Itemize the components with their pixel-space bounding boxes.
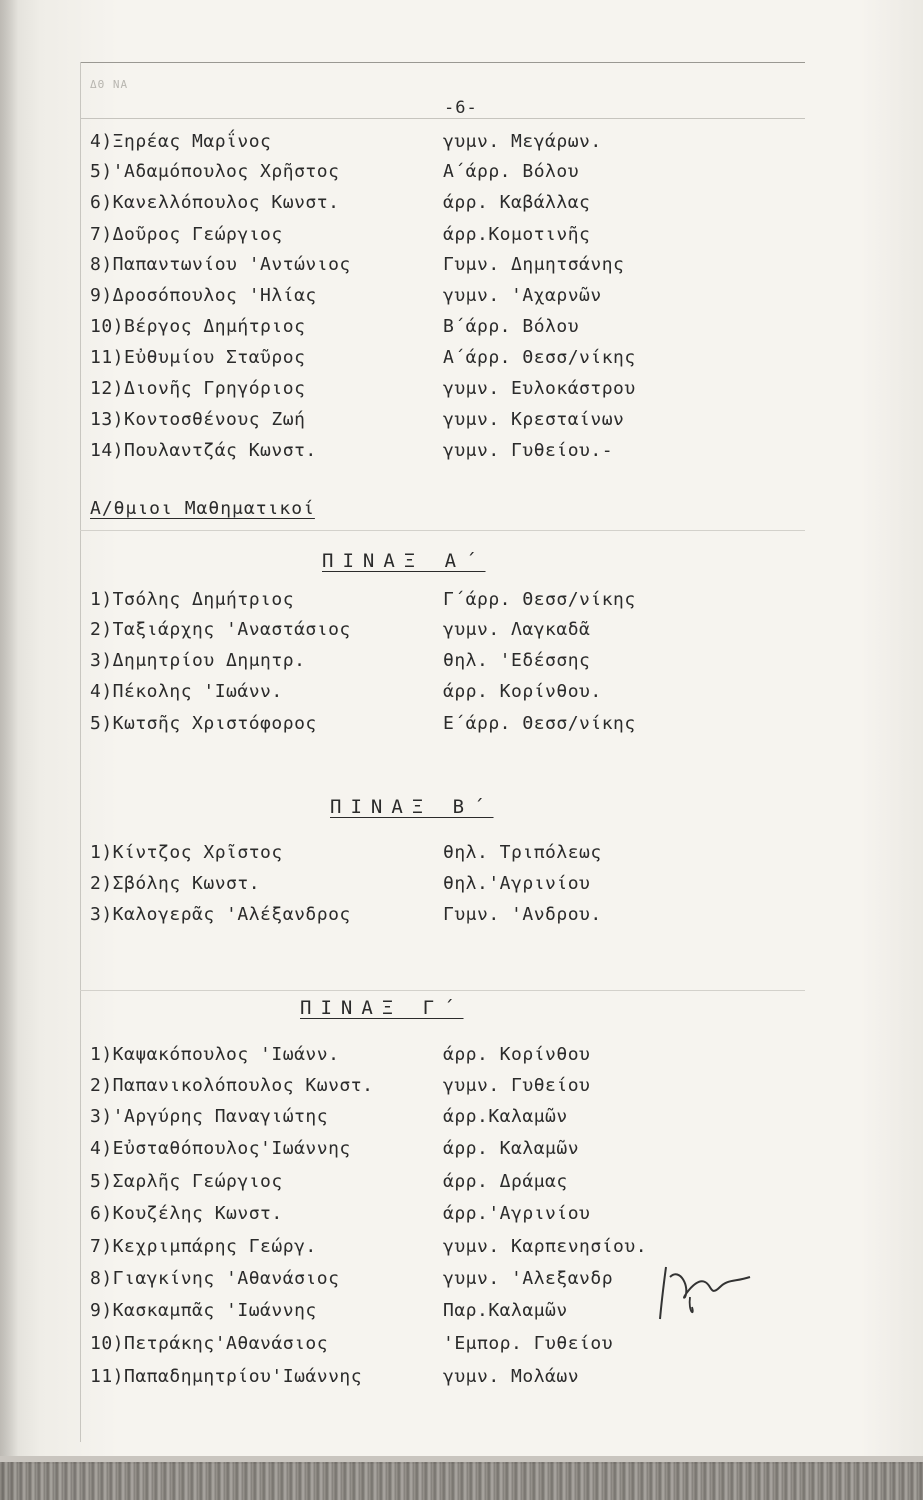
student-name: 10)Βέργος Δημήτριος — [90, 316, 306, 337]
table-row — [90, 1071, 810, 1101]
school-name: άρρ.Καλαμῶν — [443, 1106, 568, 1127]
school-name: γυμν. Καρπενησίου. — [443, 1236, 648, 1257]
header-rule — [80, 118, 805, 119]
table-row — [90, 838, 810, 868]
student-name: 12)Διονῆς Γρηγόριος — [90, 378, 306, 399]
school-name: γυμν. 'Αλεξανδρ — [443, 1268, 614, 1289]
table-b-heading: ΠΙΝΑΞ Β΄ — [330, 796, 494, 818]
student-name: 1)Τσόλης Δημήτριος — [90, 589, 295, 610]
school-name: Ε΄άρρ. Θεσσ/νίκης — [443, 713, 636, 734]
table-a-heading: ΠΙΝΑΞ Α΄ — [322, 550, 486, 572]
school-name: Α΄άρρ. Βόλου — [443, 161, 580, 182]
table-row — [90, 1199, 810, 1229]
school-name: άρρ.Κομοτινῆς — [443, 224, 591, 245]
table-row — [90, 615, 810, 645]
school-name: Γυμν. 'Ανδρου. — [443, 904, 602, 925]
school-name: γυμν. Γυθείου.- — [443, 440, 614, 461]
list-item — [90, 157, 810, 187]
list-item — [90, 220, 810, 250]
top-rule — [80, 62, 805, 63]
left-margin-line — [80, 62, 81, 1442]
scan-bottom-band — [0, 1462, 923, 1500]
table-row — [90, 709, 810, 739]
student-name: 11)Εὐθυμίου Σταῦρος — [90, 347, 306, 368]
table-row — [90, 900, 810, 930]
student-name: 3)'Αργύρης Παναγιώτης — [90, 1106, 329, 1127]
student-name: 14)Πουλαντζάς Κωνστ. — [90, 440, 317, 461]
list-item — [90, 281, 810, 311]
student-name: 5)Σαρλῆς Γεώργιος — [90, 1171, 283, 1192]
student-name: 3)Δημητρίου Δημητρ. — [90, 650, 306, 671]
student-name: 2)Ταξιάρχης 'Αναστάσιος — [90, 619, 351, 640]
list-item — [90, 127, 810, 157]
table-row — [90, 646, 810, 676]
student-name: 7)Δοῦρος Γεώργιος — [90, 224, 283, 245]
student-name: 2)Σβόλης Κωνστ. — [90, 873, 261, 894]
school-name: θηλ. 'Εδέσσης — [443, 650, 591, 671]
list-item — [90, 436, 810, 466]
table-row — [90, 1102, 810, 1132]
table-row — [90, 1362, 810, 1392]
school-name: άρρ.'Αγρινίου — [443, 1203, 591, 1224]
table-row — [90, 1167, 810, 1197]
scan-edge-shadow — [0, 0, 18, 1500]
student-name: 8)Παπαντωνίου 'Αντώνιος — [90, 254, 351, 275]
list-item — [90, 343, 810, 373]
school-name: θηλ.'Αγρινίου — [443, 873, 591, 894]
school-name: γυμν. Κρεσταίνων — [443, 409, 625, 430]
student-name: 11)Παπαδημητρίου'Ιωάννης — [90, 1366, 363, 1387]
handwritten-signature — [650, 1257, 760, 1327]
student-name: 1)Κίντζος Χρῖστος — [90, 842, 283, 863]
student-name: 5)'Αδαμόπουλος Χρῆστος — [90, 161, 340, 182]
school-name: θηλ. Τριπόλεως — [443, 842, 602, 863]
faint-stamp: ΔΘ ΝΑ — [90, 78, 129, 91]
list-item — [90, 374, 810, 404]
page-number: -6- — [444, 98, 478, 118]
table-row — [90, 1040, 810, 1070]
school-name: Παρ.Καλαμῶν — [443, 1300, 568, 1321]
table-row — [90, 1134, 810, 1164]
table-row — [90, 585, 810, 615]
school-name: Β΄άρρ. Βόλου — [443, 316, 580, 337]
student-name: 6)Κανελλόπουλος Κωνστ. — [90, 192, 340, 213]
divider — [80, 530, 805, 531]
table-row — [90, 1329, 810, 1359]
table-row — [90, 677, 810, 707]
student-name: 2)Παπανικολόπουλος Κωνστ. — [90, 1075, 374, 1096]
table-c-heading: ΠΙΝΑΞ Γ΄ — [300, 997, 464, 1019]
school-name: άρρ. Δράμας — [443, 1171, 568, 1192]
list-item — [90, 312, 810, 342]
school-name: Γ΄άρρ. Θεσσ/νίκης — [443, 589, 636, 610]
school-name: γυμν. Μεγάρων. — [443, 131, 602, 152]
student-name: 4)Ξηρέας Μαρΐνος — [90, 131, 272, 152]
section-title: Α/θμιοι Μαθηματικοί — [90, 498, 315, 519]
school-name: άρρ. Καλαμῶν — [443, 1138, 580, 1159]
school-name: γυμν. Μολάων — [443, 1366, 580, 1387]
student-name: 3)Καλογερᾶς 'Αλέξανδρος — [90, 904, 351, 925]
student-name: 10)Πετράκης'Αθανάσιος — [90, 1333, 329, 1354]
table-row — [90, 869, 810, 899]
school-name: γυμν. Γυθείου — [443, 1075, 591, 1096]
list-item — [90, 188, 810, 218]
school-name: άρρ. Κορίνθου. — [443, 681, 602, 702]
student-name: 13)Κοντοσθένους Ζωή — [90, 409, 306, 430]
school-name: Γυμν. Δημητσάνης — [443, 254, 625, 275]
school-name: 'Εμπορ. Γυθείου — [443, 1333, 614, 1354]
school-name: γυμν. Λαγκαδᾶ — [443, 619, 591, 640]
student-name: 9)Κασκαμπᾶς 'Ιωάννης — [90, 1300, 317, 1321]
school-name: γυμν. Ευλοκάστρου — [443, 378, 636, 399]
school-name: άρρ. Κορίνθου — [443, 1044, 591, 1065]
school-name: Α΄άρρ. Θεσσ/νίκης — [443, 347, 636, 368]
student-name: 9)Δροσόπουλος 'Ηλίας — [90, 285, 317, 306]
student-name: 4)Εὐσταθόπουλος'Ιωάννης — [90, 1138, 351, 1159]
student-name: 6)Κουζέλης Κωνστ. — [90, 1203, 283, 1224]
school-name: άρρ. Καβάλλας — [443, 192, 591, 213]
student-name: 5)Κωτσῆς Χριστόφορος — [90, 713, 317, 734]
school-name: γυμν. 'Αχαρνῶν — [443, 285, 602, 306]
list-item — [90, 250, 810, 280]
student-name: 1)Καψακόπουλος 'Ιωάνν. — [90, 1044, 340, 1065]
student-name: 4)Πέκολης 'Ιωάνν. — [90, 681, 283, 702]
student-name: 7)Κεχριμπάρης Γεώργ. — [90, 1236, 317, 1257]
student-name: 8)Γιαγκίνης 'Αθανάσιος — [90, 1268, 340, 1289]
list-item — [90, 405, 810, 435]
divider — [80, 990, 805, 991]
